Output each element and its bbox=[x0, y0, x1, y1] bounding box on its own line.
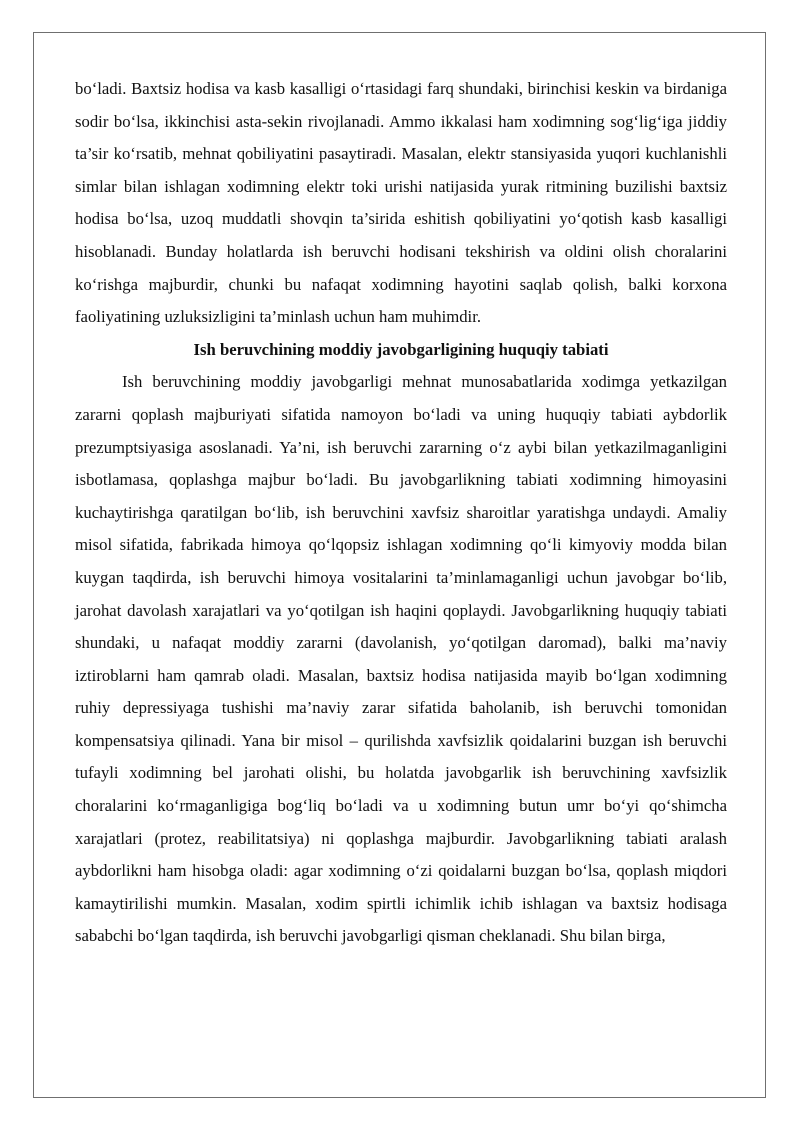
document-body bbox=[75, 73, 727, 953]
section-heading: Ish beruvchining moddiy javobgarligining huquqiy tabiati bbox=[193, 339, 609, 359]
body-paragraph: Ish beruvchining moddiy javobgarligi mehnat munosabatlarida xodimga yetkazilgan zararni qoplash majburiyati sifatida namoyon bo‘ladi va uning huquqiy tabiati aybdorlik prezumptsiyasiga asoslanadi. Ya’ni, ish beruvchi zararning o‘z aybi bilan yetkazilmaganligini isbotlamasa, qoplashga majbur bo‘ladi. Bu javobgarlikning tabiati xodimning himoyasini kuchaytirishga qaratilgan bo‘lib, ish beruvchini xavfsiz sharoitlar yaratishga undaydi. Amaliy misol sifatida, fabrikada himoya qo‘lqopsiz ishlagan xodimning qo‘li kimyoviy modda bilan kuygan taqdirda, ish beruvchi himoya vositalarini ta’minlamaganligi uchun javobgar bo‘lib, jarohat davolash xarajatlari va yo‘qotilgan ish haqini qoplaydi. Javobgarlikning huquqiy tabiati shundaki, u nafaqat moddiy zararni (davolanish, yo‘qotilgan daromad), balki ma’naviy iztiroblarni ham qamrab oladi. Masalan, baxtsiz hodisa natijasida mayib bo‘lgan xodimning ruhiy depressiyaga tushishi ma’naviy zarar sifatida baholanib, ish beruvchi tomonidan kompensatsiya qilinadi. Yana bir misol – qurilishda xavfsizlik qoidalarini buzgan ish beruvchi tufayli xodimning bel jarohati olishi, bu holatda javobgarlik ish beruvchining xavfsizlik choralarini ko‘rmaganligiga bog‘liq bo‘ladi va u xodimning butun umr bo‘yi qo‘shimcha xarajatlari (protez, reabilitatsiya) ni qoplashga majburdir. Javobgarlikning tabiati aralash aybdorlikni ham hisobga oladi: agar xodimning o‘zi qoidalarni buzgan bo‘lsa, qoplash miqdori kamaytirilishi mumkin. Masalan, xodim spirtli ichimlik ichib ishlagan va baxtsiz hodisaga sababchi bo‘lgan taqdirda, ish beruvchi javobgarligi qisman cheklanadi. Shu bilan birga, bbox=[75, 372, 727, 946]
body-paragraph: bo‘ladi. Baxtsiz hodisa va kasb kasalligi o‘rtasidagi farq shundaki, birinchisi keskin va birdaniga sodir bo‘lsa, ikkinchisi asta-sekin rivojlanadi. Ammo ikkalasi ham xodimning sog‘lig‘iga jiddiy ta’sir ko‘rsatib, mehnat qobiliyatini pasaytiradi. Masalan, elektr stansiyasida yuqori kuchlanishli simlar bilan ishlagan xodimning elektr toki urishi natijasida yurak ritmining buzilishi baxtsiz hodisa bo‘lsa, uzoq muddatli shovqin ta’sirida eshitish qobiliyatini yo‘qotish kasb kasalligi hisoblanadi. Bunday holatlarda ish beruvchi hodisani tekshirish va oldini olish choralarini ko‘rishga majburdir, chunki bu nafaqat xodimning hayotini saqlab qolish, balki korxona faoliyatining uzluksizligini ta’minlash uchun ham muhimdir. bbox=[75, 79, 727, 327]
